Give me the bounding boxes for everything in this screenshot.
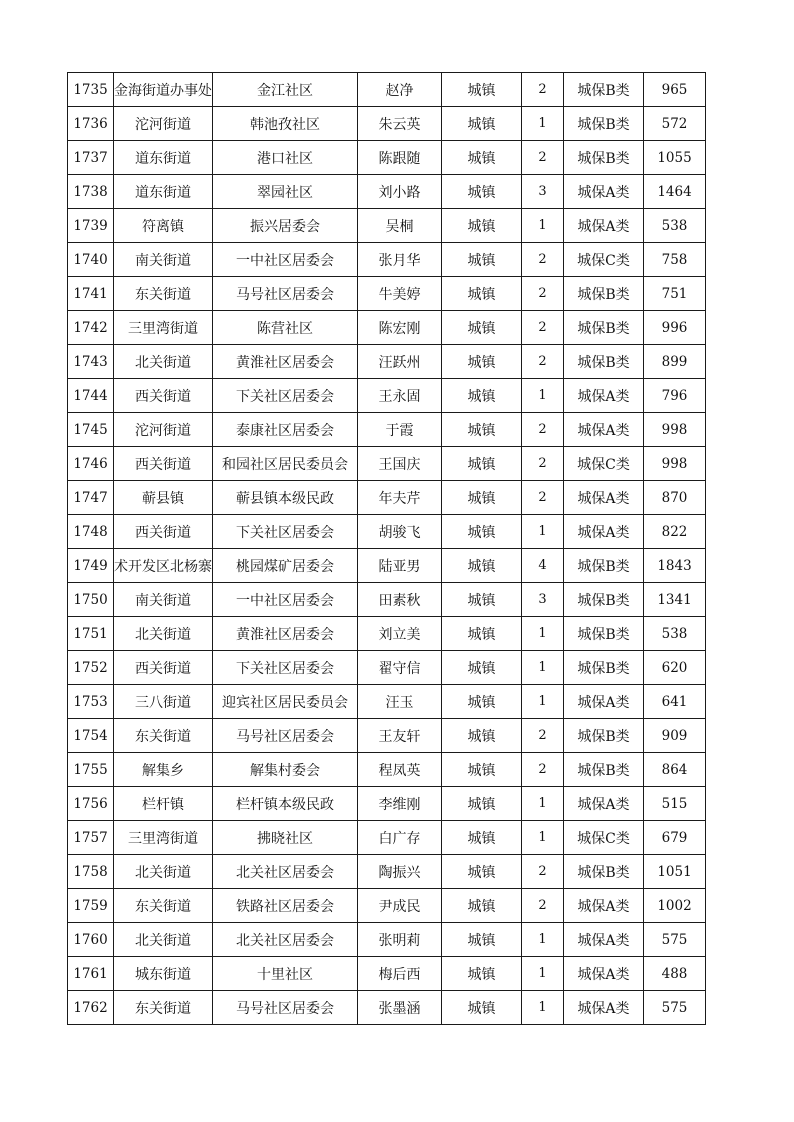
- household-count-cell: 4: [522, 549, 564, 583]
- record-number-cell: 1738: [68, 175, 114, 209]
- street-office-cell: 栏杆镇: [114, 787, 213, 821]
- assistance-category-cell: 城保A类: [564, 923, 644, 957]
- household-count-cell: 1: [522, 209, 564, 243]
- assistance-category-cell: 城保A类: [564, 889, 644, 923]
- street-office-cell: 解集乡: [114, 753, 213, 787]
- residence-type-cell: 城镇: [442, 923, 522, 957]
- amount-cell: 515: [644, 787, 706, 821]
- residence-type-cell: 城镇: [442, 583, 522, 617]
- assistance-category-cell: 城保B类: [564, 549, 644, 583]
- street-office-cell: 城东街道: [114, 957, 213, 991]
- residence-type-cell: 城镇: [442, 991, 522, 1025]
- record-number-cell: 1749: [68, 549, 114, 583]
- amount-cell: 864: [644, 753, 706, 787]
- person-name-cell: 白广存: [358, 821, 442, 855]
- assistance-category-cell: 城保B类: [564, 719, 644, 753]
- assistance-category-cell: 城保A类: [564, 515, 644, 549]
- household-count-cell: 1: [522, 957, 564, 991]
- residence-type-cell: 城镇: [442, 889, 522, 923]
- community-cell: 泰康社区居委会: [213, 413, 358, 447]
- household-count-cell: 1: [522, 685, 564, 719]
- community-cell: 解集村委会: [213, 753, 358, 787]
- amount-cell: 998: [644, 413, 706, 447]
- table-row: [68, 583, 706, 617]
- assistance-category-cell: 城保A类: [564, 685, 644, 719]
- record-number-cell: 1759: [68, 889, 114, 923]
- community-cell: 下关社区居委会: [213, 651, 358, 685]
- residence-type-cell: 城镇: [442, 413, 522, 447]
- street-office-cell: 金海街道办事处: [114, 73, 213, 107]
- record-number-cell: 1755: [68, 753, 114, 787]
- person-name-cell: 吴桐: [358, 209, 442, 243]
- street-office-cell: 沱河街道: [114, 413, 213, 447]
- record-number-cell: 1757: [68, 821, 114, 855]
- street-office-cell: 西关街道: [114, 447, 213, 481]
- table-row: [68, 413, 706, 447]
- street-office-cell: 沱河街道: [114, 107, 213, 141]
- person-name-cell: 张月华: [358, 243, 442, 277]
- table-row: [68, 957, 706, 991]
- community-cell: 马号社区居委会: [213, 277, 358, 311]
- community-cell: 黄淮社区居委会: [213, 617, 358, 651]
- assistance-category-cell: 城保B类: [564, 617, 644, 651]
- person-name-cell: 张墨涵: [358, 991, 442, 1025]
- record-number-cell: 1739: [68, 209, 114, 243]
- community-cell: 港口社区: [213, 141, 358, 175]
- household-count-cell: 2: [522, 447, 564, 481]
- amount-cell: 488: [644, 957, 706, 991]
- street-office-cell: 北关街道: [114, 345, 213, 379]
- table-row: [68, 923, 706, 957]
- assistance-category-cell: 城保B类: [564, 651, 644, 685]
- table-row: [68, 107, 706, 141]
- street-office-cell: 西关街道: [114, 651, 213, 685]
- residence-type-cell: 城镇: [442, 481, 522, 515]
- street-office-cell: 符离镇: [114, 209, 213, 243]
- person-name-cell: 尹成民: [358, 889, 442, 923]
- amount-cell: 575: [644, 991, 706, 1025]
- community-cell: 栏杆镇本级民政: [213, 787, 358, 821]
- record-number-cell: 1748: [68, 515, 114, 549]
- street-office-cell: 道东街道: [114, 141, 213, 175]
- community-cell: 翠园社区: [213, 175, 358, 209]
- table-row: [68, 515, 706, 549]
- person-name-cell: 李维刚: [358, 787, 442, 821]
- community-cell: 十里社区: [213, 957, 358, 991]
- assistance-category-cell: 城保C类: [564, 243, 644, 277]
- residence-type-cell: 城镇: [442, 141, 522, 175]
- amount-cell: 1051: [644, 855, 706, 889]
- street-office-cell: 北关街道: [114, 923, 213, 957]
- household-count-cell: 2: [522, 345, 564, 379]
- community-cell: 北关社区居委会: [213, 923, 358, 957]
- street-office-cell: 北关街道: [114, 855, 213, 889]
- table-row: [68, 855, 706, 889]
- residence-type-cell: 城镇: [442, 957, 522, 991]
- amount-cell: 575: [644, 923, 706, 957]
- table-row: [68, 379, 706, 413]
- record-number-cell: 1735: [68, 73, 114, 107]
- community-cell: 马号社区居委会: [213, 719, 358, 753]
- household-count-cell: 2: [522, 243, 564, 277]
- assistance-category-cell: 城保A类: [564, 481, 644, 515]
- amount-cell: 965: [644, 73, 706, 107]
- community-cell: 和园社区居民委员会: [213, 447, 358, 481]
- record-number-cell: 1753: [68, 685, 114, 719]
- amount-cell: 899: [644, 345, 706, 379]
- residence-type-cell: 城镇: [442, 515, 522, 549]
- residence-type-cell: 城镇: [442, 821, 522, 855]
- street-office-cell: 道东街道: [114, 175, 213, 209]
- household-count-cell: 2: [522, 855, 564, 889]
- household-count-cell: 1: [522, 923, 564, 957]
- table-body: [68, 73, 706, 1025]
- household-count-cell: 2: [522, 481, 564, 515]
- assistance-category-cell: 城保A类: [564, 175, 644, 209]
- community-cell: 下关社区居委会: [213, 515, 358, 549]
- table-row: [68, 141, 706, 175]
- person-name-cell: 王国庆: [358, 447, 442, 481]
- community-cell: 铁路社区居委会: [213, 889, 358, 923]
- street-office-cell: 东关街道: [114, 277, 213, 311]
- street-office-cell: 东关街道: [114, 719, 213, 753]
- assistance-category-cell: 城保B类: [564, 753, 644, 787]
- amount-cell: 751: [644, 277, 706, 311]
- amount-cell: 620: [644, 651, 706, 685]
- household-count-cell: 1: [522, 787, 564, 821]
- assistance-category-cell: 城保C类: [564, 447, 644, 481]
- person-name-cell: 陶振兴: [358, 855, 442, 889]
- amount-cell: 679: [644, 821, 706, 855]
- record-number-cell: 1737: [68, 141, 114, 175]
- residence-type-cell: 城镇: [442, 73, 522, 107]
- table-row: [68, 821, 706, 855]
- community-cell: 迎宾社区居民委员会: [213, 685, 358, 719]
- residence-type-cell: 城镇: [442, 753, 522, 787]
- record-number-cell: 1744: [68, 379, 114, 413]
- residence-type-cell: 城镇: [442, 855, 522, 889]
- residence-type-cell: 城镇: [442, 719, 522, 753]
- residence-type-cell: 城镇: [442, 549, 522, 583]
- person-name-cell: 汪跃州: [358, 345, 442, 379]
- table-row: [68, 175, 706, 209]
- record-number-cell: 1743: [68, 345, 114, 379]
- residence-type-cell: 城镇: [442, 685, 522, 719]
- person-name-cell: 汪玉: [358, 685, 442, 719]
- table-row: [68, 311, 706, 345]
- table-row: [68, 73, 706, 107]
- table-row: [68, 549, 706, 583]
- residence-type-cell: 城镇: [442, 175, 522, 209]
- amount-cell: 758: [644, 243, 706, 277]
- record-number-cell: 1746: [68, 447, 114, 481]
- residence-type-cell: 城镇: [442, 617, 522, 651]
- assistance-category-cell: 城保A类: [564, 787, 644, 821]
- community-cell: 陈营社区: [213, 311, 358, 345]
- household-count-cell: 1: [522, 821, 564, 855]
- residence-type-cell: 城镇: [442, 447, 522, 481]
- table-row: [68, 753, 706, 787]
- community-cell: 马号社区居委会: [213, 991, 358, 1025]
- table-row: [68, 243, 706, 277]
- residence-type-cell: 城镇: [442, 787, 522, 821]
- record-number-cell: 1758: [68, 855, 114, 889]
- amount-cell: 1843: [644, 549, 706, 583]
- street-office-cell: 三里湾街道: [114, 821, 213, 855]
- assistance-category-cell: 城保B类: [564, 583, 644, 617]
- street-office-cell: 西关街道: [114, 379, 213, 413]
- table-row: [68, 685, 706, 719]
- table-row: [68, 889, 706, 923]
- amount-cell: 1464: [644, 175, 706, 209]
- record-number-cell: 1742: [68, 311, 114, 345]
- amount-cell: 1002: [644, 889, 706, 923]
- assistance-category-cell: 城保A类: [564, 991, 644, 1025]
- household-count-cell: 2: [522, 277, 564, 311]
- street-office-cell: 三里湾街道: [114, 311, 213, 345]
- amount-cell: 538: [644, 617, 706, 651]
- residence-type-cell: 城镇: [442, 107, 522, 141]
- beneficiary-table: [67, 72, 706, 1025]
- record-number-cell: 1761: [68, 957, 114, 991]
- table-row: [68, 447, 706, 481]
- table-row: [68, 209, 706, 243]
- community-cell: 振兴居委会: [213, 209, 358, 243]
- record-number-cell: 1762: [68, 991, 114, 1025]
- assistance-category-cell: 城保B类: [564, 277, 644, 311]
- record-number-cell: 1760: [68, 923, 114, 957]
- household-count-cell: 2: [522, 413, 564, 447]
- amount-cell: 998: [644, 447, 706, 481]
- assistance-category-cell: 城保C类: [564, 821, 644, 855]
- amount-cell: 796: [644, 379, 706, 413]
- person-name-cell: 陈宏刚: [358, 311, 442, 345]
- person-name-cell: 陆亚男: [358, 549, 442, 583]
- assistance-category-cell: 城保B类: [564, 311, 644, 345]
- residence-type-cell: 城镇: [442, 651, 522, 685]
- household-count-cell: 2: [522, 141, 564, 175]
- street-office-cell: 东关街道: [114, 991, 213, 1025]
- assistance-category-cell: 城保B类: [564, 107, 644, 141]
- person-name-cell: 张明莉: [358, 923, 442, 957]
- community-cell: 桃园煤矿居委会: [213, 549, 358, 583]
- residence-type-cell: 城镇: [442, 277, 522, 311]
- community-cell: 韩池孜社区: [213, 107, 358, 141]
- table-row: [68, 719, 706, 753]
- person-name-cell: 刘立美: [358, 617, 442, 651]
- record-number-cell: 1752: [68, 651, 114, 685]
- residence-type-cell: 城镇: [442, 209, 522, 243]
- household-count-cell: 3: [522, 175, 564, 209]
- street-office-cell: 蕲县镇: [114, 481, 213, 515]
- assistance-category-cell: 城保B类: [564, 73, 644, 107]
- table-row: [68, 345, 706, 379]
- person-name-cell: 胡骏飞: [358, 515, 442, 549]
- community-cell: 下关社区居委会: [213, 379, 358, 413]
- assistance-category-cell: 城保A类: [564, 209, 644, 243]
- table-row: [68, 277, 706, 311]
- table-row: [68, 787, 706, 821]
- assistance-category-cell: 城保B类: [564, 345, 644, 379]
- person-name-cell: 陈跟随: [358, 141, 442, 175]
- household-count-cell: 2: [522, 889, 564, 923]
- person-name-cell: 田素秋: [358, 583, 442, 617]
- person-name-cell: 王友轩: [358, 719, 442, 753]
- residence-type-cell: 城镇: [442, 345, 522, 379]
- household-count-cell: 2: [522, 719, 564, 753]
- household-count-cell: 1: [522, 651, 564, 685]
- person-name-cell: 年夫芹: [358, 481, 442, 515]
- assistance-category-cell: 城保B类: [564, 141, 644, 175]
- assistance-category-cell: 城保A类: [564, 413, 644, 447]
- person-name-cell: 程凤英: [358, 753, 442, 787]
- residence-type-cell: 城镇: [442, 311, 522, 345]
- amount-cell: 996: [644, 311, 706, 345]
- person-name-cell: 于霞: [358, 413, 442, 447]
- household-count-cell: 1: [522, 617, 564, 651]
- record-number-cell: 1745: [68, 413, 114, 447]
- record-number-cell: 1756: [68, 787, 114, 821]
- amount-cell: 909: [644, 719, 706, 753]
- person-name-cell: 翟守信: [358, 651, 442, 685]
- street-office-cell: 南关街道: [114, 583, 213, 617]
- person-name-cell: 牛美婷: [358, 277, 442, 311]
- person-name-cell: 朱云英: [358, 107, 442, 141]
- person-name-cell: 赵净: [358, 73, 442, 107]
- person-name-cell: 王永固: [358, 379, 442, 413]
- residence-type-cell: 城镇: [442, 243, 522, 277]
- record-number-cell: 1741: [68, 277, 114, 311]
- amount-cell: 538: [644, 209, 706, 243]
- household-count-cell: 1: [522, 107, 564, 141]
- record-number-cell: 1751: [68, 617, 114, 651]
- table-row: [68, 991, 706, 1025]
- community-cell: 拂晓社区: [213, 821, 358, 855]
- street-office-cell: 南关街道: [114, 243, 213, 277]
- community-cell: 金江社区: [213, 73, 358, 107]
- amount-cell: 641: [644, 685, 706, 719]
- household-count-cell: 1: [522, 379, 564, 413]
- household-count-cell: 2: [522, 753, 564, 787]
- street-office-cell: 西关街道: [114, 515, 213, 549]
- household-count-cell: 2: [522, 311, 564, 345]
- street-office-cell: 术开发区北杨寨: [114, 549, 213, 583]
- street-office-cell: 北关街道: [114, 617, 213, 651]
- household-count-cell: 1: [522, 991, 564, 1025]
- community-cell: 一中社区居委会: [213, 583, 358, 617]
- person-name-cell: 梅后西: [358, 957, 442, 991]
- household-count-cell: 3: [522, 583, 564, 617]
- record-number-cell: 1736: [68, 107, 114, 141]
- amount-cell: 572: [644, 107, 706, 141]
- household-count-cell: 1: [522, 515, 564, 549]
- amount-cell: 870: [644, 481, 706, 515]
- amount-cell: 822: [644, 515, 706, 549]
- residence-type-cell: 城镇: [442, 379, 522, 413]
- street-office-cell: 三八街道: [114, 685, 213, 719]
- amount-cell: 1341: [644, 583, 706, 617]
- assistance-category-cell: 城保A类: [564, 957, 644, 991]
- table-row: [68, 617, 706, 651]
- community-cell: 一中社区居委会: [213, 243, 358, 277]
- street-office-cell: 东关街道: [114, 889, 213, 923]
- household-count-cell: 2: [522, 73, 564, 107]
- record-number-cell: 1750: [68, 583, 114, 617]
- community-cell: 黄淮社区居委会: [213, 345, 358, 379]
- assistance-category-cell: 城保B类: [564, 855, 644, 889]
- assistance-category-cell: 城保A类: [564, 379, 644, 413]
- community-cell: 北关社区居委会: [213, 855, 358, 889]
- community-cell: 蕲县镇本级民政: [213, 481, 358, 515]
- record-number-cell: 1754: [68, 719, 114, 753]
- table-row: [68, 651, 706, 685]
- record-number-cell: 1747: [68, 481, 114, 515]
- table-row: [68, 481, 706, 515]
- amount-cell: 1055: [644, 141, 706, 175]
- record-number-cell: 1740: [68, 243, 114, 277]
- person-name-cell: 刘小路: [358, 175, 442, 209]
